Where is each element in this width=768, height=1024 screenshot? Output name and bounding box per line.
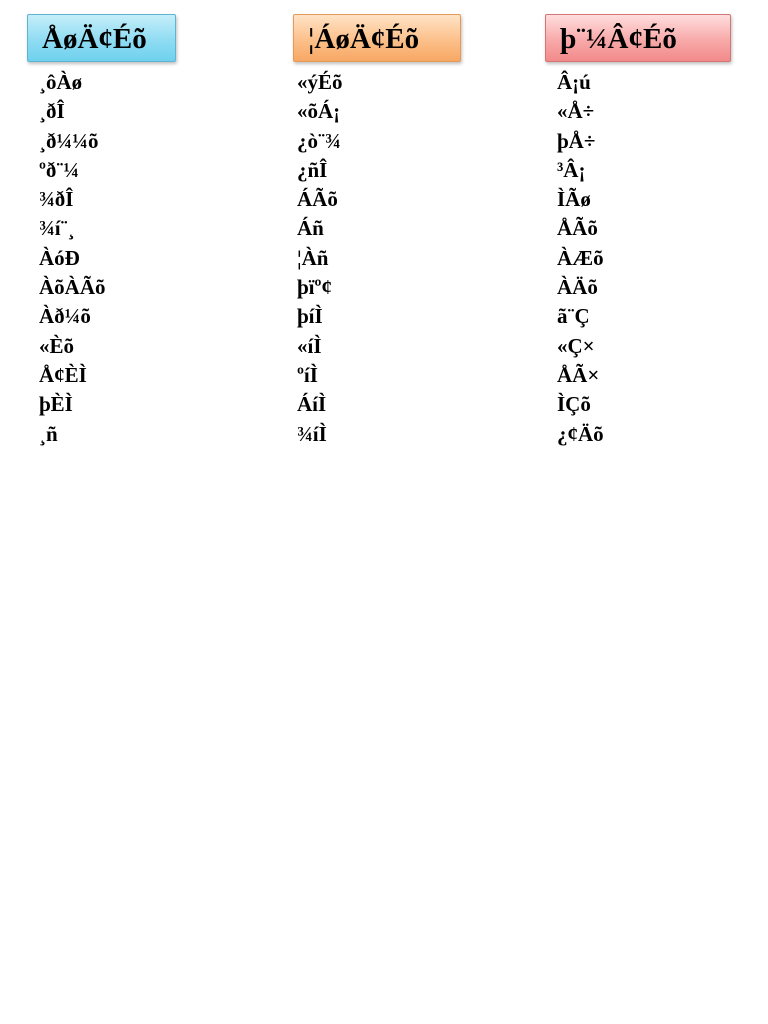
list-item: «ýÉõ bbox=[297, 70, 343, 94]
list-item: ºð¨¼ bbox=[39, 157, 80, 182]
list-item: ºíÌ bbox=[297, 362, 318, 387]
list-item: ÀõÀÃõ bbox=[39, 275, 106, 300]
column-2-list bbox=[293, 68, 461, 449]
list-item: þÅ÷ bbox=[557, 128, 596, 153]
list-item: «Èõ bbox=[39, 333, 75, 358]
list-item: ÌÃø bbox=[557, 187, 591, 212]
list-item: ÀóÐ bbox=[39, 245, 80, 270]
list-item: ã¨Ç bbox=[557, 304, 590, 329]
column-3-header: þ¨¼Â¢Éõ bbox=[545, 14, 731, 62]
list-item: ¦Àñ bbox=[297, 245, 329, 270]
list-item: ¾í¨¸ bbox=[39, 216, 75, 241]
list-item: þÈÌ bbox=[39, 392, 73, 417]
list-item: «õÁ¡ bbox=[297, 99, 341, 124]
list-item: ¸ðÎ bbox=[39, 99, 65, 124]
column-3 bbox=[545, 14, 731, 449]
list-item: ¿ñÎ bbox=[297, 157, 328, 182]
list-item: ¿ò¨¾ bbox=[297, 128, 341, 153]
column-1-header: ÅøÄ¢Éõ bbox=[27, 14, 176, 62]
list-item: ÀÆõ bbox=[557, 245, 604, 270]
list-item: ¸ôÀø bbox=[39, 70, 83, 94]
list-item: þíÌ bbox=[297, 304, 323, 329]
column-1-list bbox=[27, 68, 176, 449]
list-item: ÅÃ× bbox=[557, 362, 600, 387]
column-2-header: ¦ÁøÄ¢Éõ bbox=[293, 14, 461, 62]
column-3-list bbox=[545, 68, 731, 449]
list-item: Áñ bbox=[297, 216, 324, 241]
list-item: ¾íÌ bbox=[297, 421, 327, 446]
column-2 bbox=[293, 14, 461, 449]
list-item: ÌÇõ bbox=[557, 392, 591, 417]
list-item: «íÌ bbox=[297, 333, 322, 358]
list-item: «Ç× bbox=[557, 333, 595, 358]
list-item: ¿¢Äõ bbox=[557, 421, 604, 446]
list-item: Àð¼õ bbox=[39, 304, 91, 329]
list-item: Â¡ú bbox=[557, 70, 591, 94]
list-item: ÀÄõ bbox=[557, 275, 598, 300]
list-item: ¾ðÎ bbox=[39, 187, 74, 212]
list-item: ¸ñ bbox=[39, 421, 58, 446]
list-item: ÁíÌ bbox=[297, 392, 327, 417]
list-item: ÁÃõ bbox=[297, 187, 338, 212]
column-1 bbox=[27, 14, 176, 449]
list-item: Å¢ÈÌ bbox=[39, 362, 87, 387]
list-item: «Å÷ bbox=[557, 99, 595, 124]
list-item: ÅÃõ bbox=[557, 216, 598, 241]
list-item: ³Â¡ bbox=[557, 157, 586, 182]
list-item: ¸ð¼¼õ bbox=[39, 128, 99, 153]
list-item: þïº¢ bbox=[297, 275, 332, 300]
